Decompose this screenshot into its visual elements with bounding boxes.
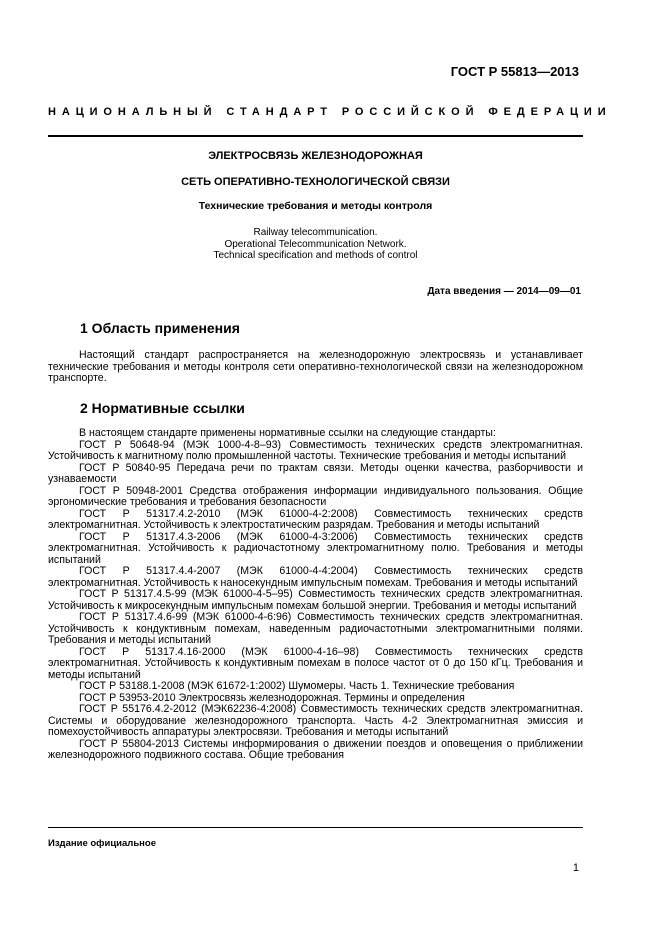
title-line-1: ЭЛЕКТРОСВЯЗЬ ЖЕЛЕЗНОДОРОЖНАЯ (208, 150, 423, 162)
official-edition-label: Издание официальное (48, 838, 156, 849)
reference-item: ГОСТ Р 51317.4.6-99 (МЭК 61000-4-6:96) Совместимость технических средств электромагнитная. Устойчивость к кондуктивным помехам, наведенным радиочастотными электромагнитными полями. Требования и методы испытаний (48, 611, 583, 646)
header-divider (48, 135, 583, 137)
section-1-text: Настоящий стандарт распространяется на железнодорожную электросвязь и устанавливает технические требования и методы контроля сети оперативно-технологической связи на железнодорожном транспорте. (48, 349, 583, 384)
footer-divider (48, 827, 583, 828)
english-title-line-3: Technical specification and methods of control (213, 250, 418, 261)
reference-item: ГОСТ Р 51317.4.4-2007 (МЭК 61000-4-4:2004) Совместимость технических средств электромагнитная. Устойчивость к наносекундным импульсным помехам. Требования и методы испытаний (48, 565, 583, 589)
section-1-heading: 1 Область применения (80, 320, 240, 336)
reference-item: ГОСТ Р 51317.4.16-2000 (МЭК 61000-4-16–98) Совместимость технических средств электромагнитная. Устойчивость к кондуктивным помехам в полосе частот от 0 до 150 кГц. Требования и методы испытаний (48, 645, 583, 681)
reference-item: ГОСТ Р 50948-2001 Средства отображения информации индивидуального пользования. Общие эргономические требования и требования безопасности (48, 484, 583, 508)
reference-item: ГОСТ Р 50840-95 Передача речи по трактам связи. Методы оценки качества, разборчивости и узнаваемости (48, 461, 583, 485)
title-line-2: СЕТЬ ОПЕРАТИВНО-ТЕХНОЛОГИЧЕСКОЙ СВЯЗИ (181, 176, 450, 188)
reference-item: ГОСТ Р 53953-2010 Электросвязь железнодорожная. Термины и определения (79, 691, 465, 704)
introduction-date: Дата введения — 2014—09—01 (427, 286, 581, 297)
normative-references (48, 428, 583, 762)
references-intro: В настоящем стандарте применены нормативные ссылки на следующие стандарты: (79, 427, 496, 439)
english-title (48, 227, 583, 262)
reference-item: ГОСТ Р 51317.4.5-99 (МЭК 61000-4-5–95) Совместимость технических средств электромагнитная. Устойчивость к микросекундным импульсным помехам большой энергии. Требования и методы испытаний (48, 588, 583, 612)
page-number: 1 (572, 862, 579, 874)
reference-item: ГОСТ Р 53188.1-2008 (МЭК 61672-1:2002) Шумомеры. Часть 1. Технические требования (79, 680, 515, 692)
english-title-line-2: Operational Telecommunication Network. (224, 238, 407, 250)
reference-item: ГОСТ Р 55804-2013 Системы информирования о движении поездов и оповещения о приближении железнодорожного подвижного состава. Общие требования (48, 737, 583, 761)
reference-item: ГОСТ Р 51317.4.2-2010 (МЭК 61000-4-2:2008) Совместимость технических средств электромагнитная. Устойчивость к электростатическим разрядам. Требования и методы испытаний (48, 507, 583, 531)
reference-item: ГОСТ Р 51317.4.3-2006 (МЭК 61000-4-3:2006) Совместимость технических средств электромагнитная. Устойчивость к радиочастотному электромагнитному полю. Требования и методы испытаний (48, 530, 583, 566)
document-id: ГОСТ Р 55813—2013 (450, 64, 579, 79)
section-2-heading: 2 Нормативные ссылки (80, 400, 245, 416)
subtitle: Технические требования и методы контроля (198, 200, 433, 212)
national-standard-banner: НАЦИОНАЛЬНЫЙ СТАНДАРТ РОССИЙСКОЙ ФЕДЕРАЦИИ (48, 106, 612, 118)
english-title-line-1: Railway telecommunication. (253, 227, 378, 238)
reference-item: ГОСТ Р 55176.4.2-2012 (МЭК62236-4:2008) Совместимость технических средств электромагнитная. Системы и оборудование железнодорожного транспорта. Часть 4-2 Электромагнитная эмиссия и помехоустойчивость аппаратуры электросвязи. Требования и методы испытаний (48, 703, 583, 738)
reference-item: ГОСТ Р 50648-94 (МЭК 1000-4-8–93) Совместимость технических средств электромагнитная. Устойчивость к магнитному полю промышленной частоты. Технические требования и методы испытаний (48, 438, 583, 462)
